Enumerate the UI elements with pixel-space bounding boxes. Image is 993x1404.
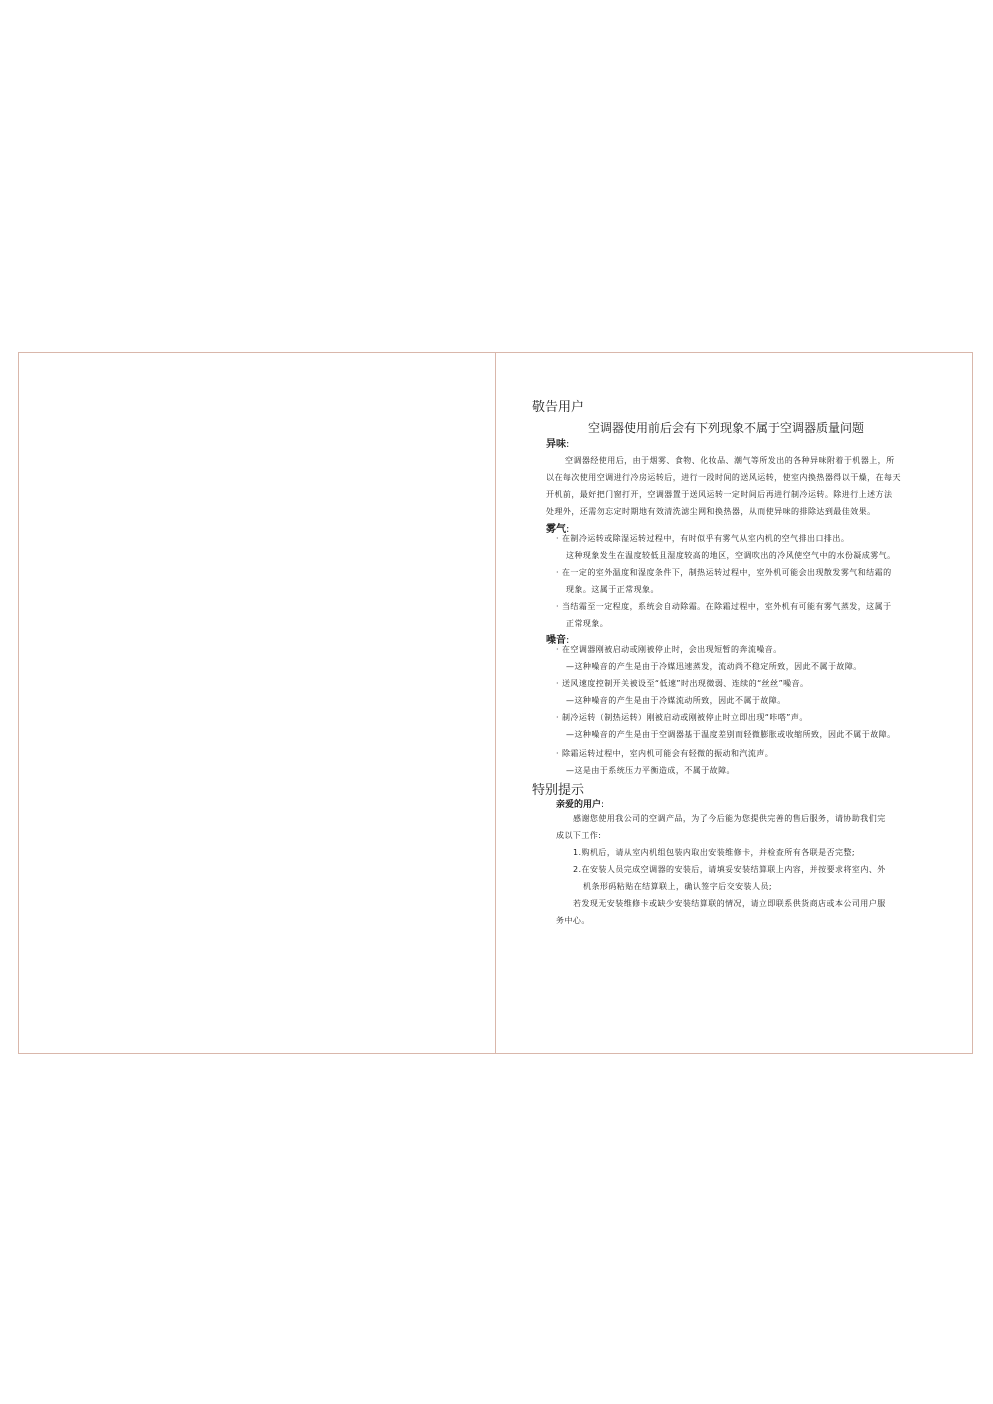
- page-fold-divider: [495, 352, 496, 1054]
- notice-title: 敬告用户: [532, 400, 585, 415]
- special-title: 特别提示: [532, 783, 585, 798]
- odor-line-1: 空调器经使用后，由于烟雾、食物、化妆品、潮气等所发出的各种异味附着于机器上，所: [565, 456, 895, 465]
- special-greeting-colon: :: [601, 800, 605, 810]
- special-line-4: 2.在安装人员完成空调器的安装后，请填妥安装结算联上内容，并按要求将室内、外: [573, 865, 886, 874]
- odor-heading-colon: :: [566, 439, 570, 450]
- fog-line-5: · 当结霜至一定程度，系统会自动除霜。在除霜过程中，室外机有可能有雾气蒸发，这属于: [556, 602, 892, 611]
- odor-line-2: 以在每次使用空调进行冷房运转后，进行一段时间的送风运转，使室内换热器得以干燥，在每天: [546, 473, 901, 482]
- special-line-6: 若发现无安装维修卡或缺少安装结算联的情况，请立即联系供货商店或本公司用户服: [573, 899, 886, 908]
- fog-line-3: · 在一定的室外温度和湿度条件下，制热运转过程中，室外机可能会出现散发雾气和结霜的: [556, 568, 892, 577]
- noise-line-7: · 除霜运转过程中，室内机可能会有轻微的振动和汽流声。: [556, 749, 774, 758]
- fog-line-1: · 在制冷运转或除湿运转过程中，有时似乎有雾气从室内机的空气排出口排出。: [556, 534, 850, 543]
- odor-line-3: 开机前，最好把门窗打开，空调器置于送风运转一定时间后再进行制冷运转。除进行上述方法: [546, 490, 893, 499]
- special-line-3: 1.购机后，请从室内机组包装内取出安装维修卡，并检查所有各联是否完整;: [573, 848, 856, 857]
- noise-line-3: · 送风速度控制开关被设至“低速”时出现微弱、连续的“丝丝”噪音。: [556, 679, 809, 688]
- special-greeting-text: 亲爱的用户: [556, 800, 602, 810]
- noise-line-2: —这种噪音的产生是由于冷媒迅速蒸发，流动尚不稳定所致，因此不属于故障。: [566, 662, 862, 671]
- noise-heading-text: 噪音: [546, 635, 566, 646]
- fog-line-2: 这种现象发生在温度较低且湿度较高的地区，空调吹出的冷风使空气中的水份凝成雾气。: [566, 551, 896, 560]
- noise-line-4: —这种噪音的产生是由于冷媒流动所致，因此不属于故障。: [566, 696, 786, 705]
- fog-line-4: 现象。这属于正常现象。: [566, 585, 659, 594]
- special-line-1: 感谢您使用我公司的空调产品，为了今后能为您提供完善的售后服务，请协助我们完: [573, 814, 886, 823]
- fog-heading-colon: :: [566, 524, 570, 535]
- noise-line-6: —这种噪音的产生是由于空调器基于温度差别而轻微膨胀或收缩所致，因此不属于故障。: [566, 730, 896, 739]
- fog-line-6: 正常现象。: [566, 619, 609, 628]
- special-greeting: [556, 797, 604, 810]
- noise-line-8: —这是由于系统压力平衡造成，不属于故障。: [566, 766, 735, 775]
- noise-heading-colon: :: [566, 635, 570, 646]
- odor-heading: [546, 435, 569, 450]
- special-line-5: 机条形码粘贴在结算联上，确认签字后交安装人员;: [583, 882, 773, 891]
- fog-heading-text: 雾气: [546, 524, 566, 535]
- odor-heading-text: 异味: [546, 439, 566, 450]
- special-line-2: 成以下工作:: [556, 831, 602, 840]
- special-line-7: 务中心。: [556, 916, 590, 925]
- odor-line-4: 处理外，还需勿忘定时期地有效清洗滤尘网和换热器，从而使异味的排除达到最佳效果。: [546, 507, 876, 516]
- notice-subtitle: 空调器使用前后会有下列现象不属于空调器质量问题: [588, 421, 865, 435]
- noise-line-1: · 在空调器刚被启动或刚被停止时，会出现短暂的奔流噪音。: [556, 645, 782, 654]
- noise-line-5: · 制冷运转（制热运转）刚被启动或刚被停止时立即出现“咔嗒”声。: [556, 713, 808, 722]
